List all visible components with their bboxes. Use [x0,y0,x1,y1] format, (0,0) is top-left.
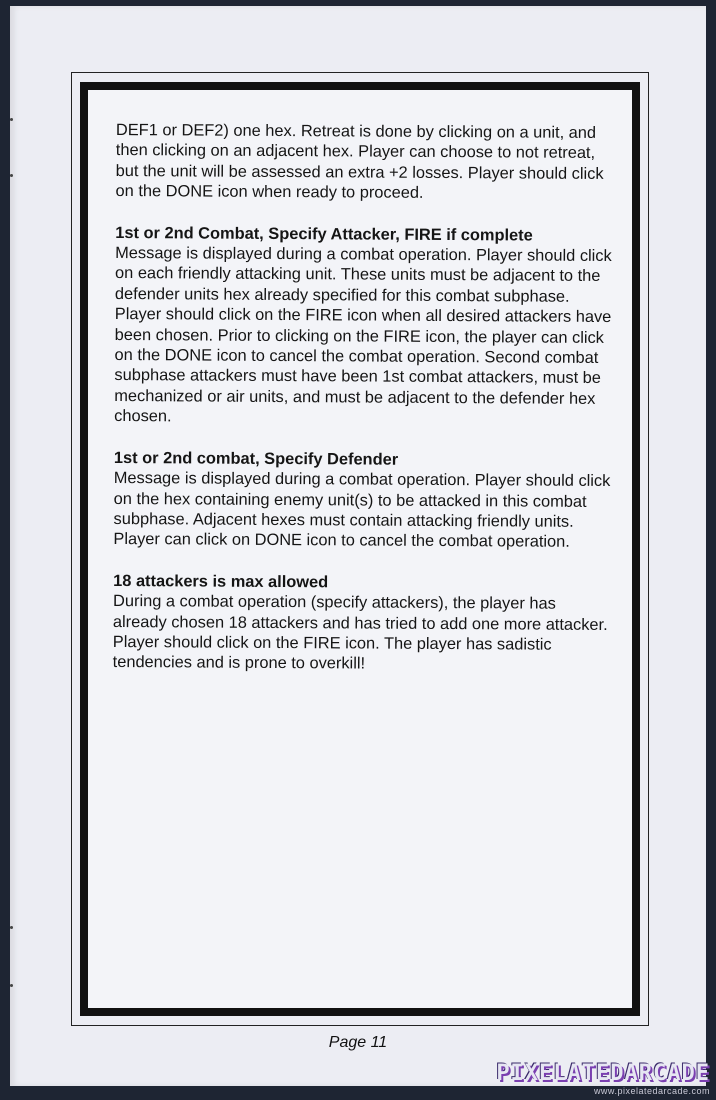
section-body: Message is displayed during a combat operation. Player should click on each friendly attacking unit. These units must be adjacent to the defender units hex already specified for this combat subphase. Player should click on the FIRE icon when all desired attackers have been chosen. Prior to clicking on the FIRE icon, the player can click on the DONE icon to cancel the combat operation. Second combat subphase attackers must have been 1st combat attackers, must be mechanized or air units, and must be adjacent to the defender hex chosen. [114,244,612,426]
page-content [112,120,615,697]
section-heading: 1st or 2nd combat, Specify Defender [113,448,399,469]
margin-mark [10,118,13,121]
section-specify-defender [113,448,614,553]
intro-paragraph: DEF1 or DEF2) one hex. Retreat is done by clicking on a unit, and then clicking on an adjacent hex. Player can choose to not retreat, but the unit will be assessed an extra +2 losses. Player should click on the DONE icon when ready to proceed. [115,120,604,203]
watermark-url: www.pixelatedarcade.com [593,1086,710,1096]
margin-mark [10,174,13,177]
intro-section [116,120,616,205]
margin-mark [10,926,13,929]
watermark [496,1062,710,1096]
section-heading: 1st or 2nd Combat, Specify Attacker, FIRE if complete [115,223,533,245]
section-max-attackers [113,571,614,676]
watermark-logo: PIXELATEDARCADE [496,1061,710,1086]
section-body: Message is displayed during a combat operation. Player should click on the hex containing enemy unit(s) to be attacked in this combat subphase. Adjacent hexes must contain attacking friendly units. Player can click on DONE icon to cancel the combat operation. [113,469,611,552]
section-specify-attacker [114,223,615,430]
margin-mark [10,984,13,987]
section-body: During a combat operation (specify attackers), the player has already chosen 18 attackers and has tried to add one more attacker. Player should click on the FIRE icon. The player has sadistic tendencies and is prone to overkill! [112,592,608,673]
section-heading: 18 attackers is max allowed [113,571,329,592]
page-number: Page 11 [328,1034,388,1051]
